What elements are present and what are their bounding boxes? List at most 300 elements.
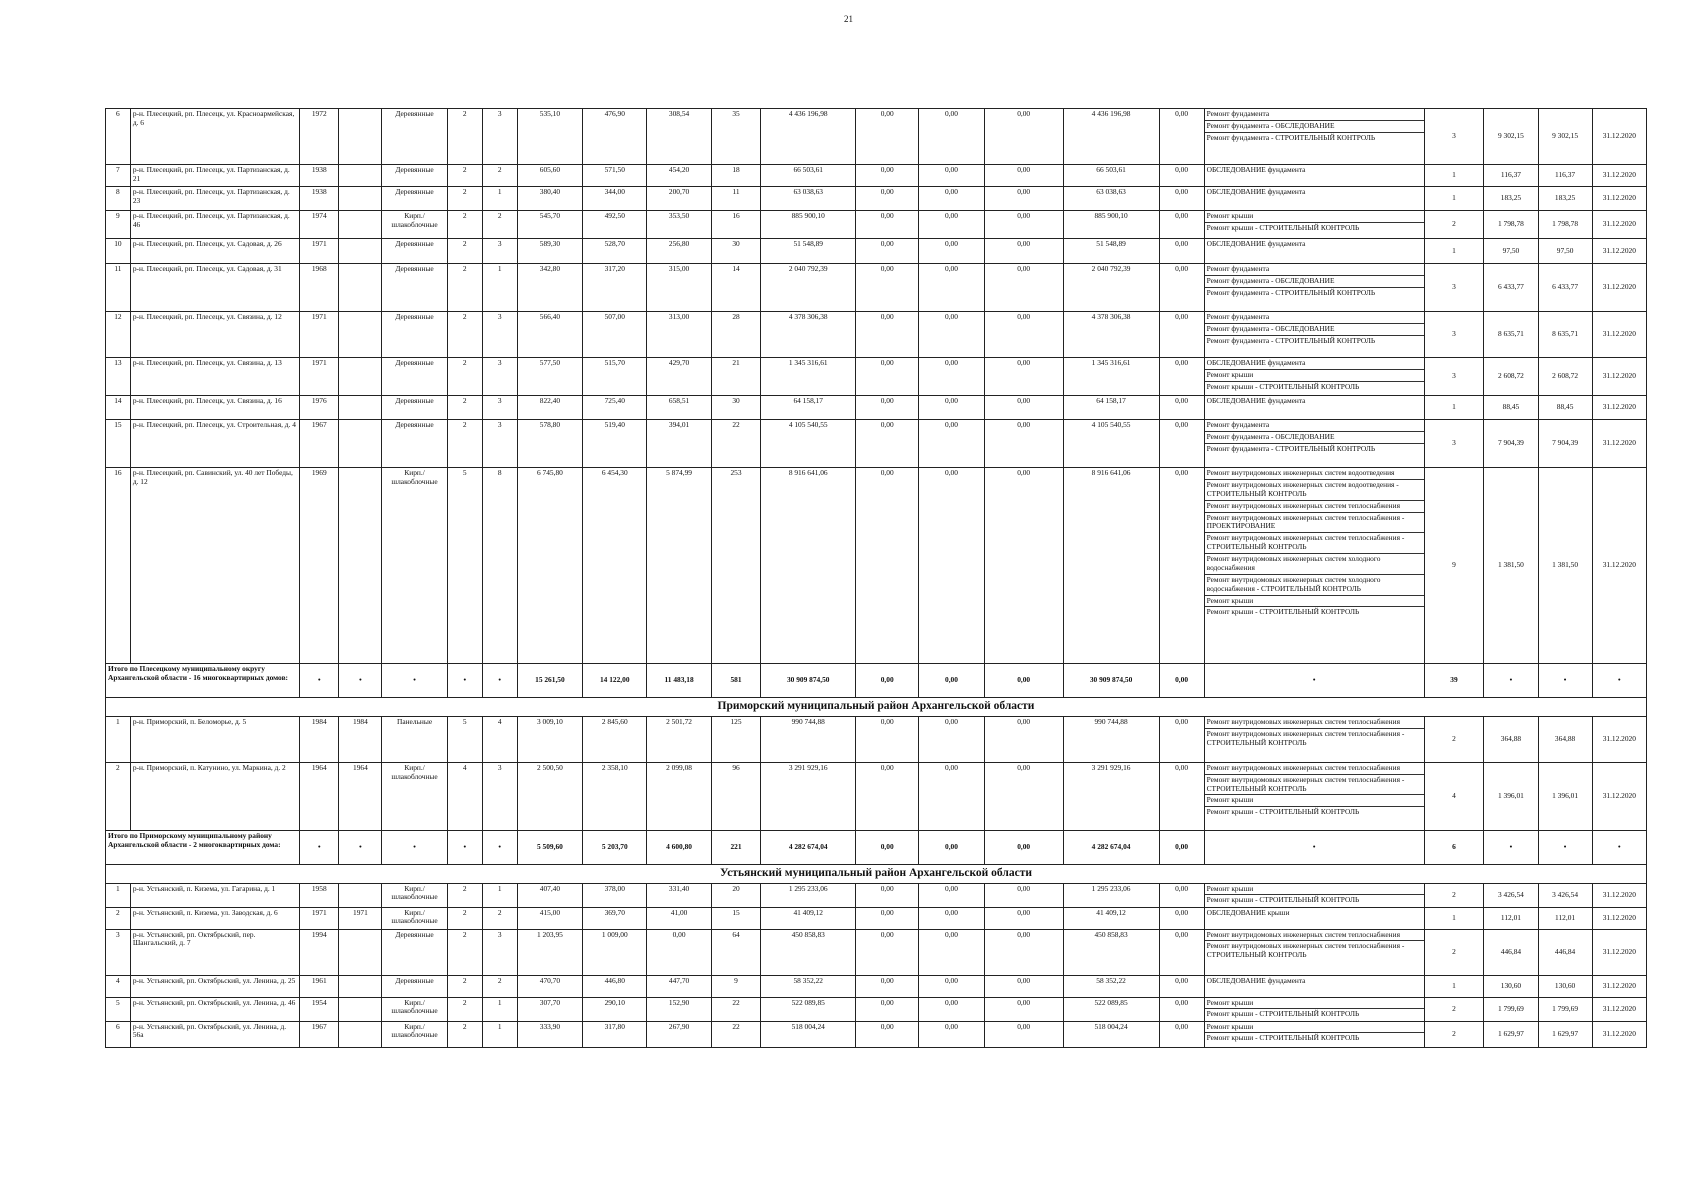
residents-cell: 125 [711,716,761,762]
row-number: 2 [106,762,131,830]
work-count-cell: 1 [1424,975,1484,997]
private-area-cell: 200,70 [647,187,711,211]
private-area-cell: 256,80 [647,239,711,264]
year-reconstruction-cell [339,997,382,1021]
regional-budget-cell: 0,00 [919,762,984,830]
works-list-cell [1204,420,1424,468]
unit-cost-cell: 9 302,15 [1484,109,1538,165]
regional-budget-cell: 0,00 [919,358,984,396]
total-label: Итого по Приморскому муниципальному району Архангельской области - 2 многоквартирных дома: [106,830,300,864]
other-funds-cell: 0,00 [1159,211,1204,239]
work-item: Ремонт крыши - СТРОИТЕЛЬНЫЙ КОНТРОЛЬ [1206,381,1360,391]
work-item: Ремонт фундамента [1205,109,1424,121]
entrances-cell: 2 [482,907,517,929]
work-item: ОБСЛЕДОВАНИЕ фундамента [1206,975,1306,985]
regional-budget-cell: 0,00 [919,264,984,312]
private-area-cell: 5 874,99 [647,468,711,664]
fund-cell: 0,00 [856,929,919,975]
living-area-cell: 317,20 [583,264,647,312]
private-area-cell: 313,00 [647,312,711,358]
living-area-cell: 446,80 [583,975,647,997]
table-row [106,264,1647,312]
works-list-cell [1204,239,1424,264]
total-area-cell: 589,30 [517,239,582,264]
address-cell: р-н. Плесецкий, рп. Плесецк, ул. Связина, д. 16 [130,396,299,420]
work-count-cell: 2 [1424,1021,1484,1047]
living-area-cell: 317,80 [583,1021,647,1047]
local-budget-cell: 0,00 [984,187,1063,211]
total-cost-cell: 450 858,83 [761,929,856,975]
table-body [106,109,1647,1048]
fund-cell: 0,00 [856,997,919,1021]
entrances-cell: 2 [482,211,517,239]
regional-budget-cell: 0,00 [919,239,984,264]
floors-cell: 2 [447,358,482,396]
table-row [106,883,1647,907]
floors-cell: 2 [447,420,482,468]
floors-cell: 2 [447,165,482,187]
residents-cell: 35 [711,109,761,165]
other-funds-cell: 0,00 [1159,187,1204,211]
owners-funds-cell: 518 004,24 [1063,1021,1159,1047]
year-reconstruction-cell [339,468,382,664]
works-list [1205,109,1424,144]
work-count-cell: 1 [1424,165,1484,187]
work-count-cell: 2 [1424,883,1484,907]
wall-material-cell: Панельные [382,716,447,762]
address-cell: р-н. Устьянский, рп. Октябрьский, ул. Ленина, д. 25 [130,975,299,997]
private-area-cell: 315,00 [647,264,711,312]
work-item: Ремонт крыши - СТРОИТЕЛЬНЫЙ КОНТРОЛЬ [1206,1009,1360,1019]
work-item: Ремонт фундамента [1205,264,1424,276]
row-number: 16 [106,468,131,664]
work-item: Ремонт внутридомовых инженерных систем теплоснабжения - СТРОИТЕЛЬНЫЙ КОНТРОЛЬ [1206,941,1405,960]
other-funds-cell: 0,00 [1159,883,1204,907]
wall-material-cell: Кирп./ шлакоблочные [382,907,447,929]
local-budget-cell: 0,00 [984,211,1063,239]
total-unit-cost-cell: • [1484,664,1538,698]
year-built-cell: 1938 [300,187,339,211]
owners-funds-cell: 41 409,12 [1063,907,1159,929]
work-count-cell: 2 [1424,997,1484,1021]
residents-cell: 22 [711,997,761,1021]
living-area-cell: 290,10 [583,997,647,1021]
owners-funds-cell: 63 038,63 [1063,187,1159,211]
entrances-cell: 3 [482,358,517,396]
work-count-cell: 3 [1424,264,1484,312]
district-header-row [106,864,1647,883]
total-cost-cell: 41 409,12 [761,907,856,929]
total-local-budget-cell: 0,00 [984,664,1063,698]
residents-cell: 15 [711,907,761,929]
other-funds-cell: 0,00 [1159,109,1204,165]
work-count-cell: 3 [1424,312,1484,358]
owners-funds-cell: 522 089,85 [1063,997,1159,1021]
work-item: Ремонт крыши [1205,998,1424,1010]
other-funds-cell: 0,00 [1159,239,1204,264]
max-unit-cost-cell: 1 629,97 [1538,1021,1592,1047]
deadline-cell: 31.12.2020 [1592,975,1646,997]
total-year-built-cell: • [300,664,339,698]
floors-cell: 2 [447,312,482,358]
max-unit-cost-cell: 9 302,15 [1538,109,1592,165]
address-cell: р-н. Плесецкий, рп. Плесецк, ул. Садовая, д. 26 [130,239,299,264]
local-budget-cell: 0,00 [984,997,1063,1021]
work-item: ОБСЛЕДОВАНИЕ фундамента [1206,396,1306,405]
max-unit-cost-cell: 1 381,50 [1538,468,1592,664]
wall-material-cell: Кирп./ шлакоблочные [382,1021,447,1047]
work-item: Ремонт внутридомовых инженерных систем водоотведения [1205,468,1424,480]
unit-cost-cell: 8 635,71 [1484,312,1538,358]
local-budget-cell: 0,00 [984,109,1063,165]
total-area-cell: 1 203,95 [517,929,582,975]
total-total-area-cell: 5 509,60 [517,830,582,864]
owners-funds-cell: 64 158,17 [1063,396,1159,420]
unit-cost-cell: 1 381,50 [1484,468,1538,664]
table-row [106,716,1647,762]
floors-cell: 2 [447,907,482,929]
row-number: 13 [106,358,131,396]
owners-funds-cell: 2 040 792,39 [1063,264,1159,312]
total-area-cell: 333,90 [517,1021,582,1047]
total-area-cell: 577,50 [517,358,582,396]
entrances-cell: 3 [482,239,517,264]
living-area-cell: 378,00 [583,883,647,907]
total-year-reconstruction-cell: • [339,664,382,698]
residents-cell: 30 [711,239,761,264]
entrances-cell: 1 [482,187,517,211]
wall-material-cell: Кирп./ шлакоблочные [382,997,447,1021]
work-count-cell: 3 [1424,358,1484,396]
unit-cost-cell: 183,25 [1484,187,1538,211]
regional-budget-cell: 0,00 [919,716,984,762]
total-owners-funds-cell: 4 282 674,04 [1063,830,1159,864]
work-count-cell: 2 [1424,929,1484,975]
owners-funds-cell: 58 352,22 [1063,975,1159,997]
entrances-cell: 1 [482,1021,517,1047]
total-max-unit-cost-cell: • [1538,664,1592,698]
works-list-cell [1204,468,1424,664]
work-item: Ремонт фундамента - СТРОИТЕЛЬНЫЙ КОНТРОЛЬ [1206,132,1376,142]
works-list [1205,187,1424,198]
unit-cost-cell: 1 799,69 [1484,997,1538,1021]
total-local-budget-cell: 0,00 [984,830,1063,864]
works-list [1205,312,1424,347]
year-built-cell: 1958 [300,883,339,907]
row-number: 1 [106,716,131,762]
works-list [1205,239,1424,250]
wall-material-cell: Кирп./ шлакоблочные [382,883,447,907]
total-area-cell: 566,40 [517,312,582,358]
entrances-cell: 8 [482,468,517,664]
other-funds-cell: 0,00 [1159,975,1204,997]
living-area-cell: 344,00 [583,187,647,211]
year-built-cell: 1967 [300,1021,339,1047]
table-row [106,211,1647,239]
works-list [1205,908,1424,919]
max-unit-cost-cell: 364,88 [1538,716,1592,762]
works-list [1205,396,1424,407]
row-number: 12 [106,312,131,358]
row-number: 15 [106,420,131,468]
private-area-cell: 267,90 [647,1021,711,1047]
work-item: Ремонт крыши [1205,795,1424,807]
fund-cell: 0,00 [856,975,919,997]
fund-cell: 0,00 [856,883,919,907]
entrances-cell: 4 [482,716,517,762]
year-built-cell: 1967 [300,420,339,468]
living-area-cell: 725,40 [583,396,647,420]
local-budget-cell: 0,00 [984,239,1063,264]
unit-cost-cell: 7 904,39 [1484,420,1538,468]
wall-material-cell: Деревянные [382,187,447,211]
work-count-cell: 1 [1424,239,1484,264]
works-list [1205,930,1424,962]
work-count-cell: 1 [1424,187,1484,211]
max-unit-cost-cell: 97,50 [1538,239,1592,264]
work-count-cell: 2 [1424,211,1484,239]
entrances-cell: 3 [482,312,517,358]
work-item: Ремонт крыши - СТРОИТЕЛЬНЫЙ КОНТРОЛЬ [1206,895,1360,905]
year-reconstruction-cell [339,396,382,420]
floors-cell: 5 [447,468,482,664]
other-funds-cell: 0,00 [1159,907,1204,929]
wall-material-cell: Деревянные [382,358,447,396]
total-cost-cell: 51 548,89 [761,239,856,264]
entrances-cell: 3 [482,762,517,830]
year-built-cell: 1994 [300,929,339,975]
other-funds-cell: 0,00 [1159,1021,1204,1047]
work-item: Ремонт внутридомовых инженерных систем теплоснабжения - СТРОИТЕЛЬНЫЙ КОНТРОЛЬ [1205,775,1424,796]
table-row [106,165,1647,187]
work-item: Ремонт внутридомовых инженерных систем холодного водоснабжения [1205,554,1424,575]
address-cell: р-н. Плесецкий, рп. Плесецк, ул. Связина, д. 13 [130,358,299,396]
private-area-cell: 331,40 [647,883,711,907]
max-unit-cost-cell: 2 608,72 [1538,358,1592,396]
unit-cost-cell: 446,84 [1484,929,1538,975]
work-count-cell: 2 [1424,716,1484,762]
year-reconstruction-cell [339,420,382,468]
deadline-cell: 31.12.2020 [1592,997,1646,1021]
fund-cell: 0,00 [856,468,919,664]
work-item: Ремонт крыши [1205,370,1424,382]
district-title: Приморский муниципальный район Архангельской области [106,698,1647,717]
owners-funds-cell: 4 436 196,98 [1063,109,1159,165]
total-year-reconstruction-cell: • [339,830,382,864]
local-budget-cell: 0,00 [984,264,1063,312]
total-floors-cell: • [447,664,482,698]
owners-funds-cell: 1 345 316,61 [1063,358,1159,396]
deadline-cell: 31.12.2020 [1592,239,1646,264]
row-number: 2 [106,907,131,929]
total-work-count-cell: 6 [1424,830,1484,864]
unit-cost-cell: 364,88 [1484,716,1538,762]
works-list [1205,1022,1424,1045]
row-number: 11 [106,264,131,312]
fund-cell: 0,00 [856,165,919,187]
deadline-cell: 31.12.2020 [1592,1021,1646,1047]
row-number: 14 [106,396,131,420]
wall-material-cell: Кирп./ шлакоблочные [382,762,447,830]
total-cost-cell: 58 352,22 [761,975,856,997]
works-list-cell [1204,907,1424,929]
total-entrances-cell: • [482,830,517,864]
total-cost-cell: 8 916 641,06 [761,468,856,664]
work-item: Ремонт фундамента - ОБСЛЕДОВАНИЕ [1205,121,1424,133]
local-budget-cell: 0,00 [984,907,1063,929]
owners-funds-cell: 450 858,83 [1063,929,1159,975]
entrances-cell: 2 [482,975,517,997]
row-number: 6 [106,1021,131,1047]
row-number: 3 [106,929,131,975]
total-area-cell: 407,40 [517,883,582,907]
regional-budget-cell: 0,00 [919,165,984,187]
year-reconstruction-cell [339,211,382,239]
total-area-cell: 605,60 [517,165,582,187]
regional-budget-cell: 0,00 [919,396,984,420]
floors-cell: 5 [447,716,482,762]
residents-cell: 11 [711,187,761,211]
year-built-cell: 1971 [300,239,339,264]
total-area-cell: 415,00 [517,907,582,929]
district-total-row [106,830,1647,864]
works-list-cell [1204,312,1424,358]
works-list [1205,763,1424,818]
work-item: Ремонт внутридомовых инженерных систем теплоснабжения - СТРОИТЕЛЬНЫЙ КОНТРОЛЬ [1205,533,1424,554]
floors-cell: 2 [447,211,482,239]
owners-funds-cell: 1 295 233,06 [1063,883,1159,907]
local-budget-cell: 0,00 [984,165,1063,187]
local-budget-cell: 0,00 [984,716,1063,762]
other-funds-cell: 0,00 [1159,420,1204,468]
private-area-cell: 152,90 [647,997,711,1021]
row-number: 6 [106,109,131,165]
total-cost-cell: 3 291 929,16 [761,762,856,830]
deadline-cell: 31.12.2020 [1592,165,1646,187]
address-cell: р-н. Приморский, п. Катунино, ул. Маркина, д. 2 [130,762,299,830]
works-list-cell [1204,264,1424,312]
unit-cost-cell: 1 629,97 [1484,1021,1538,1047]
address-cell: р-н. Плесецкий, рп. Савинский, ул. 40 лет Победы, д. 12 [130,468,299,664]
total-work-count-cell: 39 [1424,664,1484,698]
work-item: Ремонт фундамента - СТРОИТЕЛЬНЫЙ КОНТРОЛЬ [1206,335,1376,345]
unit-cost-cell: 130,60 [1484,975,1538,997]
owners-funds-cell: 51 548,89 [1063,239,1159,264]
total-living-area-cell: 5 203,70 [583,830,647,864]
fund-cell: 0,00 [856,396,919,420]
work-item: Ремонт фундамента [1205,312,1424,324]
total-cost-cell: 522 089,85 [761,997,856,1021]
table-row [106,468,1647,664]
private-area-cell: 429,70 [647,358,711,396]
address-cell: р-н. Плесецкий, рп. Плесецк, ул. Партизанская, д. 23 [130,187,299,211]
work-item: Ремонт фундамента - СТРОИТЕЛЬНЫЙ КОНТРОЛЬ [1206,443,1376,453]
works-list-cell [1204,716,1424,762]
total-label: Итого по Плесецкому муниципальному округу Архангельской области - 16 многоквартирных домов: [106,664,300,698]
works-list [1205,717,1424,749]
floors-cell: 2 [447,929,482,975]
total-works-cell: • [1204,664,1424,698]
deadline-cell: 31.12.2020 [1592,907,1646,929]
total-unit-cost-cell: • [1484,830,1538,864]
owners-funds-cell: 885 900,10 [1063,211,1159,239]
fund-cell: 0,00 [856,239,919,264]
private-area-cell: 2 099,08 [647,762,711,830]
work-item: ОБСЛЕДОВАНИЕ фундамента [1206,187,1306,196]
year-reconstruction-cell [339,187,382,211]
table-row [106,1021,1647,1047]
total-wall-material-cell: • [382,664,447,698]
fund-cell: 0,00 [856,420,919,468]
regional-budget-cell: 0,00 [919,312,984,358]
works-list [1205,211,1424,234]
table-row [106,997,1647,1021]
owners-funds-cell: 3 291 929,16 [1063,762,1159,830]
floors-cell: 2 [447,264,482,312]
other-funds-cell: 0,00 [1159,165,1204,187]
work-item: Ремонт крыши [1205,884,1424,896]
unit-cost-cell: 112,01 [1484,907,1538,929]
work-count-cell: 4 [1424,762,1484,830]
local-budget-cell: 0,00 [984,420,1063,468]
wall-material-cell: Деревянные [382,264,447,312]
fund-cell: 0,00 [856,762,919,830]
year-reconstruction-cell [339,358,382,396]
local-budget-cell: 0,00 [984,929,1063,975]
table-row [106,929,1647,975]
work-item: Ремонт крыши - СТРОИТЕЛЬНЫЙ КОНТРОЛЬ [1206,607,1360,617]
deadline-cell: 31.12.2020 [1592,762,1646,830]
total-entrances-cell: • [482,664,517,698]
works-list [1205,358,1424,393]
table-row [106,358,1647,396]
max-unit-cost-cell: 88,45 [1538,396,1592,420]
fund-cell: 0,00 [856,358,919,396]
works-list-cell [1204,211,1424,239]
total-area-cell: 578,80 [517,420,582,468]
residents-cell: 18 [711,165,761,187]
total-fund-cell: 0,00 [856,830,919,864]
wall-material-cell: Деревянные [382,929,447,975]
row-number: 9 [106,211,131,239]
residents-cell: 21 [711,358,761,396]
total-area-cell: 307,70 [517,997,582,1021]
work-item: ОБСЛЕДОВАНИЕ фундамента [1205,358,1424,370]
total-area-cell: 470,70 [517,975,582,997]
year-reconstruction-cell [339,1021,382,1047]
works-list-cell [1204,187,1424,211]
other-funds-cell: 0,00 [1159,264,1204,312]
table-row [106,396,1647,420]
year-built-cell: 1969 [300,468,339,664]
total-wall-material-cell: • [382,830,447,864]
entrances-cell: 2 [482,165,517,187]
year-reconstruction-cell [339,883,382,907]
total-cost-cell: 990 744,88 [761,716,856,762]
year-reconstruction-cell: 1984 [339,716,382,762]
year-reconstruction-cell: 1964 [339,762,382,830]
total-private-area-cell: 4 600,80 [647,830,711,864]
district-title: Устьянский муниципальный район Архангельской области [106,864,1647,883]
address-cell: р-н. Плесецкий, рп. Плесецк, ул. Красноармейская, д. 6 [130,109,299,165]
total-cost-cell: 1 345 316,61 [761,358,856,396]
fund-cell: 0,00 [856,312,919,358]
total-living-area-cell: 14 122,00 [583,664,647,698]
year-built-cell: 1974 [300,211,339,239]
address-cell: р-н. Устьянский, рп. Октябрьский, ул. Ленина, д. 46 [130,997,299,1021]
living-area-cell: 6 454,30 [583,468,647,664]
floors-cell: 2 [447,396,482,420]
